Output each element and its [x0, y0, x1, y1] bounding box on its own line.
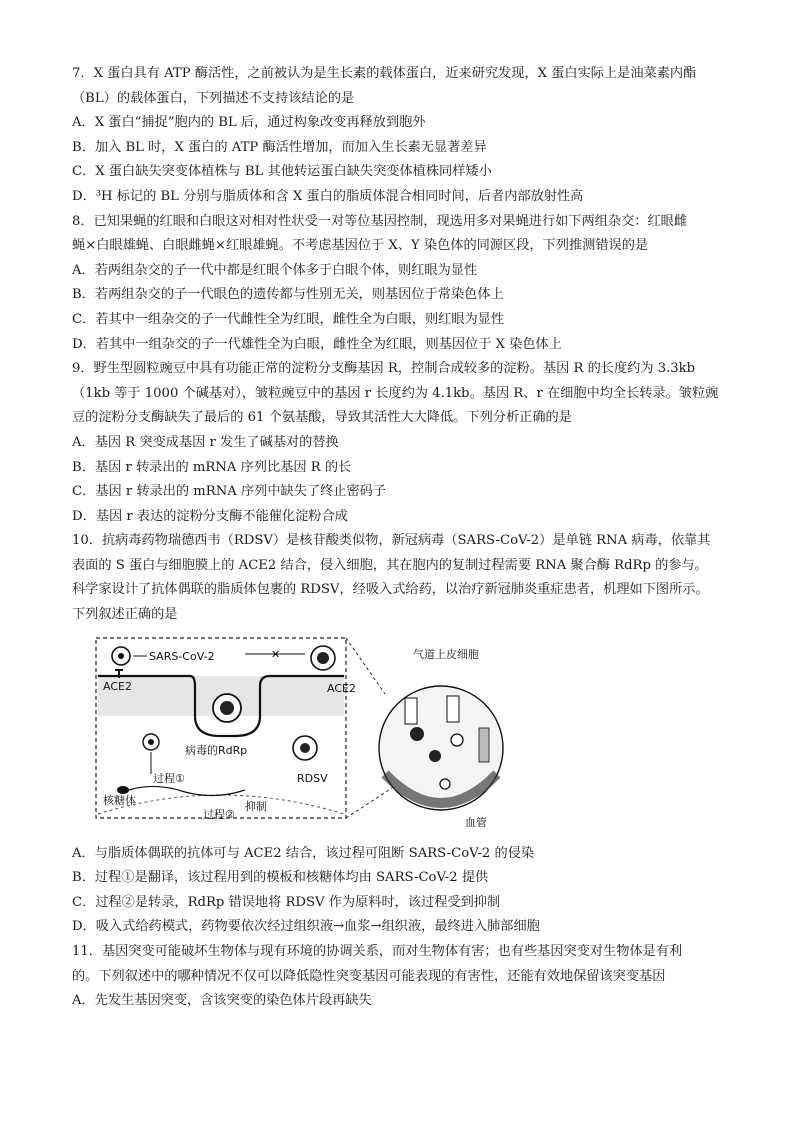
endocytosed-liposome-core-icon	[220, 701, 234, 715]
question-7-option-a[interactable]: A．X 蛋白“捕捉”胞内的 BL 后，通过构象改变再释放到胞外	[72, 115, 426, 131]
question-10	[72, 529, 732, 940]
question-9	[72, 357, 732, 529]
left-panel-frame	[96, 638, 346, 818]
ribosome-label: 核糖体	[103, 793, 136, 807]
question-9-option-a[interactable]: A．基因 R 突变成基因 r 发生了碱基对的替换	[72, 434, 339, 450]
ribosome-icon	[117, 786, 129, 794]
question-10-stem-line-4: 下列叙述正确的是	[72, 607, 178, 623]
question-8-option-b[interactable]: B．若两组杂交的子一代眼色的遗传都与性别无关，则基因位于常染色体上	[72, 287, 504, 303]
question-11-stem-line-2: 的。下列叙述中的哪种情况不仅可以降低隐性突变基因可能表现的有害性，还能有效地保留该突变基因	[72, 968, 666, 984]
process-2-label: 过程②	[203, 807, 235, 821]
liposome-core-icon	[317, 652, 329, 664]
question-9-option-d[interactable]: D．基因 r 表达的淀粉分支酶不能催化淀粉合成	[72, 508, 348, 524]
question-8	[72, 210, 732, 358]
question-11-stem-line-1: 11．基因突变可能破坏生物体与现有环境的协调关系，而对生物体有害；也有些基因突变对生物体是有利	[72, 944, 683, 960]
question-8-option-d[interactable]: D．若其中一组杂交的子一代雄性全为白眼，雌性全为红眼，则基因位于 X 染色体上	[72, 336, 562, 352]
alveolus-liposome-1-icon	[410, 727, 424, 741]
question-10-option-c[interactable]: C．过程②是转录，RdRp 错误地将 RDSV 作为原料时，该过程受到抑制	[72, 894, 501, 910]
question-8-option-a[interactable]: A．若两组杂交的子一代中都是红眼个体多于白眼个体，则红眼为显性	[72, 262, 478, 278]
question-10-option-d[interactable]: D．吸入式给药模式，药物要依次经过组织液→血浆→组织液，最终进入肺部细胞	[72, 919, 540, 935]
alveolus-virus-icon	[451, 734, 463, 746]
question-10-option-a[interactable]: A．与脂质体偶联的抗体可与 ACE2 结合，该过程可阻断 SARS-CoV-2 的侵染	[72, 845, 535, 861]
internal-virus-core-icon	[148, 739, 154, 745]
rna-strand	[129, 786, 245, 795]
question-9-option-c[interactable]: C．基因 r 转录出的 mRNA 序列中缺失了终止密码子	[72, 484, 387, 500]
question-10-stem-line-2: 表面的 S 蛋白与细胞膜上的 ACE2 结合，侵入细胞，其在胞内的复制过程需要 RNA 聚合酶 RdRp 的参与。	[72, 557, 708, 573]
question-7-option-d[interactable]: D．³H 标记的 BL 分别与脂质体和含 X 蛋白的脂质体混合相同时间，后者内部放射性高	[72, 188, 584, 204]
question-8-stem-line-2: 蝇×白眼雄蝇、白眼雌蝇×红眼雄蝇。不考虑基因位于 X、Y 染色体的同源区段，下列推测错误的是	[72, 238, 649, 254]
question-8-option-c[interactable]: C．若其中一组杂交的子一代雌性全为红眼，雌性全为白眼，则红眼为显性	[72, 311, 505, 327]
question-7-option-c[interactable]: C．X 蛋白缺失突变体植株与 BL 其他转运蛋白缺失突变体植株同样矮小	[72, 164, 492, 180]
alveolus-virus-2-icon	[440, 779, 450, 789]
alveolus-liposome-2-icon	[429, 750, 441, 762]
question-7-stem-line-2: （BL）的载体蛋白，下列描述不支持该结论的是	[72, 90, 355, 106]
question-10-stem-line-3: 科学家设计了抗体偶联的脂质体包裹的 RDSV，经吸入式给药，以治疗新冠肺炎重症患者，机理如下图所示。	[72, 582, 709, 598]
question-7-option-b[interactable]: B．加入 BL 时，X 蛋白的 ATP 酶活性增加，而加入生长素无显著差异	[72, 139, 487, 155]
inhibit-label: 抑制	[245, 799, 267, 813]
question-8-stem-line-1: 8．已知果蝇的红眼和白眼这对相对性状受一对等位基因控制，现选用多对果蝇进行如下两组杂交：红眼雌	[72, 213, 688, 229]
rdrp-label: 病毒的RdRp	[185, 743, 248, 757]
airway-cell-label: 气道上皮细胞	[413, 647, 479, 661]
blocked-mark: ✕	[271, 647, 281, 661]
question-10-stem-line-1: 10．抗病毒药物瑞德西韦（RDSV）是核苷酸类似物，新冠病毒（SARS-CoV-2）是单链 RNA 病毒，依靠其	[72, 533, 711, 549]
alveolus-wall-segment	[479, 728, 489, 762]
question-7-stem-line-1: 7．X 蛋白具有 ATP 酶活性，之前被认为是生长素的载体蛋白，近来研究发现，X 蛋白实际上是油菜素内酯	[72, 66, 697, 81]
exam-page	[72, 62, 732, 1014]
question-10-option-b[interactable]: B．过程①是翻译，该过程用到的模板和核糖体均由 SARS-CoV-2 提供	[72, 870, 489, 886]
ace2-label-right: ACE2	[327, 681, 356, 695]
ace2-label-left: ACE2	[103, 679, 132, 693]
epithelial-cell-1	[405, 698, 417, 724]
rdsv-label: RDSV	[297, 771, 328, 785]
question-11	[72, 940, 732, 1014]
rdsv-core-icon	[300, 743, 310, 753]
question-9-stem-line-2: （1kb 等于 1000 个碱基对），皱粒豌豆中的基因 r 长度约为 4.1kb。基因 R、r 在细胞中均全长转录。皱粒豌	[72, 385, 719, 401]
process-1-label: 过程①	[153, 771, 185, 785]
question-11-option-a[interactable]: A．先发生基因突变，含该突变的染色体片段再缺失	[72, 993, 372, 1009]
question-9-stem-line-3: 豆的淀粉分支酶缺失了最后的 61 个氨基酸，导致其活性大大降低。下列分析正确的是	[72, 410, 572, 426]
zoom-leader-bottom	[346, 786, 395, 818]
question-9-option-b[interactable]: B．基因 r 转录出的 mRNA 序列比基因 R 的长	[72, 459, 352, 475]
virus-core-icon	[118, 653, 124, 659]
question-7	[72, 62, 732, 210]
question-9-stem-line-1: 9．野生型圆粒豌豆中具有功能正常的淀粉分支酶基因 R，控制合成较多的淀粉。基因 R 的长度约为 3.3kb	[72, 361, 696, 377]
mechanism-diagram	[95, 636, 625, 832]
vessel-label: 血管	[465, 815, 487, 829]
epithelial-cell-2	[447, 696, 459, 722]
mechanism-figure	[72, 636, 732, 836]
virus-label: SARS-CoV-2	[149, 649, 215, 663]
